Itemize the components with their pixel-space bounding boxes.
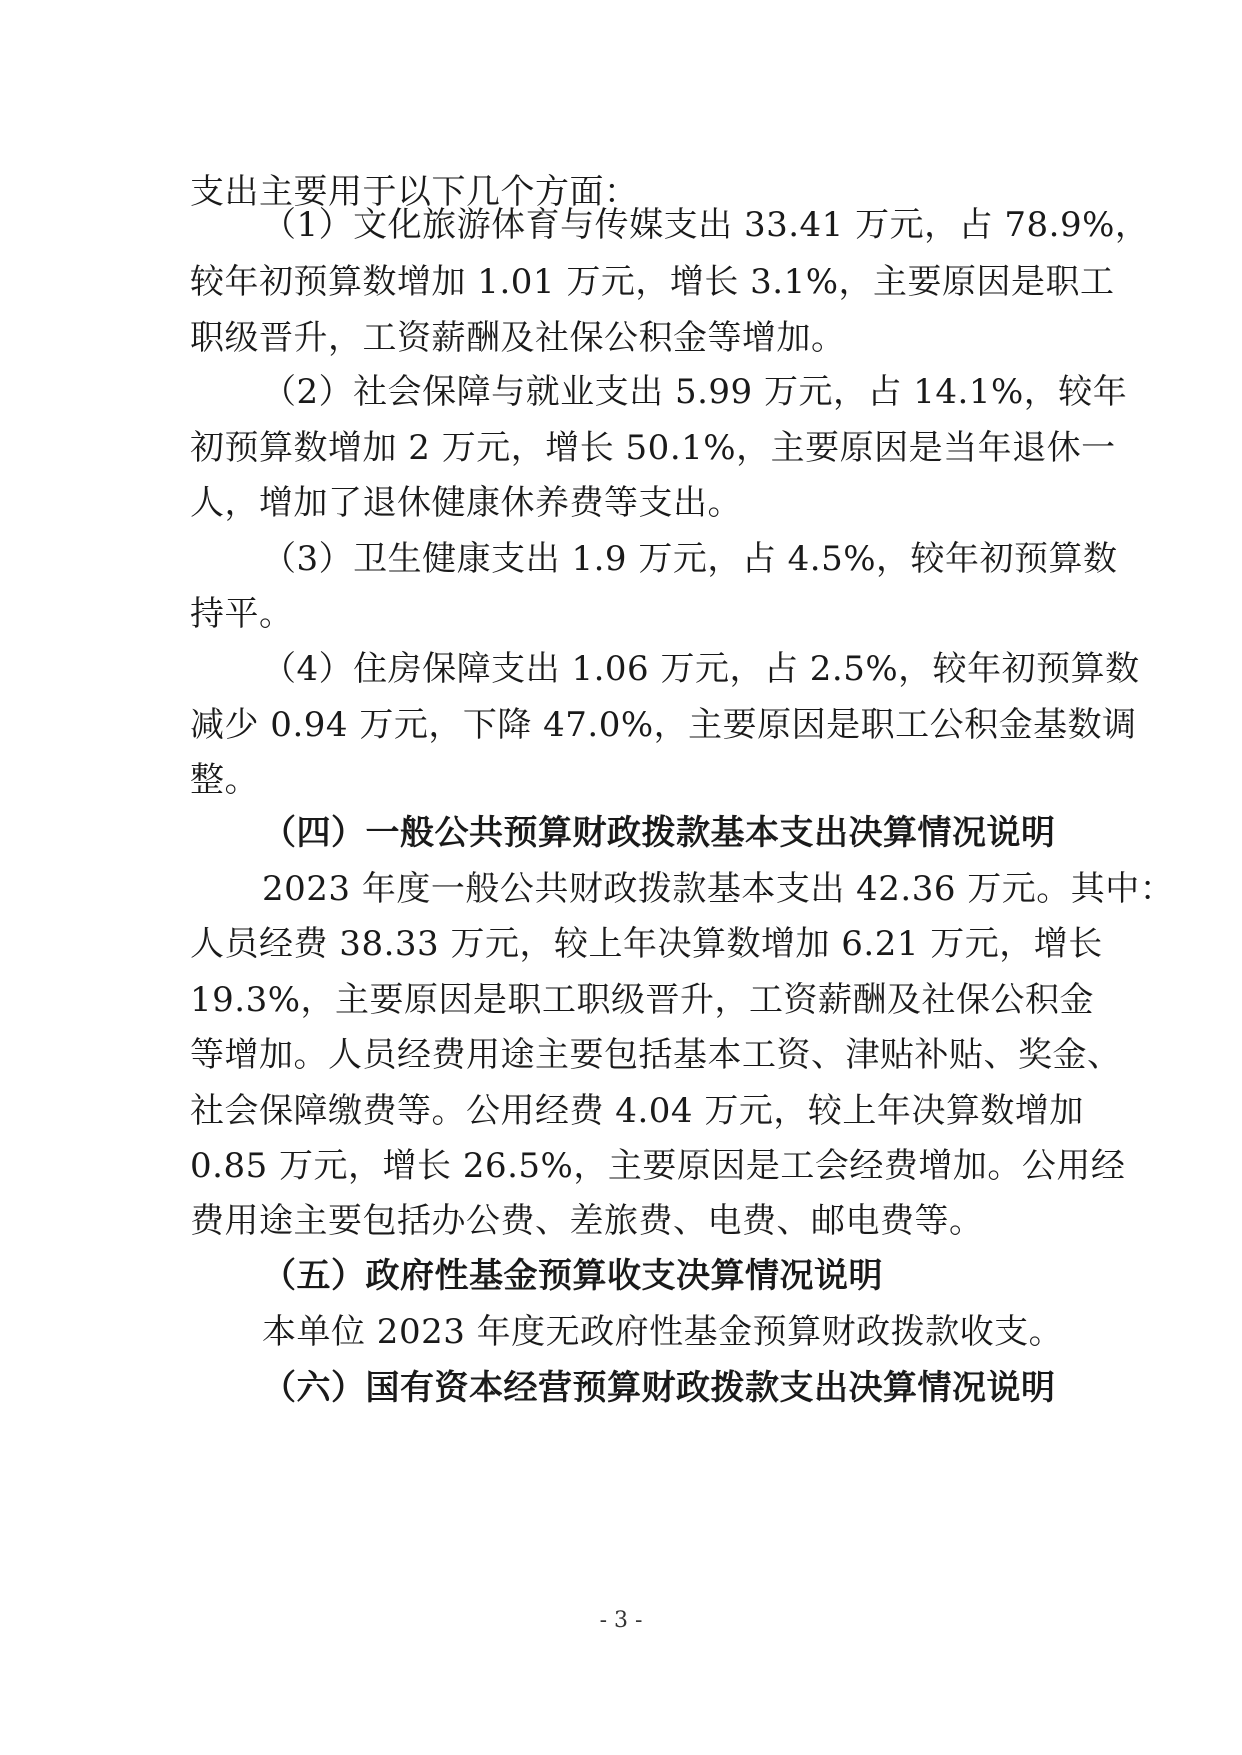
paragraph-line: 较年初预算数增加 1.01 万元，增长 3.1%，主要原因是职工 (190, 262, 1115, 302)
paragraph-line: （4）住房保障支出 1.06 万元，占 2.5%，较年初预算数 (262, 649, 1140, 689)
paragraph-line: 整。 (190, 760, 259, 800)
paragraph-line: 职级晋升，工资薪酬及社保公积金等增加。 (190, 318, 846, 358)
paragraph-line: 初预算数增加 2 万元，增长 50.1%，主要原因是当年退休一 (190, 428, 1116, 468)
paragraph-line: 持平。 (190, 594, 294, 634)
paragraph-line: 本单位 2023 年度无政府性基金预算财政拨款收支。 (262, 1312, 1064, 1352)
paragraph-line: 人员经费 38.33 万元，较上年决算数增加 6.21 万元，增长 (190, 924, 1103, 964)
paragraph-line: 2023 年度一般公共财政拨款基本支出 42.36 万元。其中： (262, 869, 1175, 909)
paragraph-line: 19.3%，主要原因是职工职级晋升，工资薪酬及社保公积金 (190, 980, 1095, 1020)
section-heading: （六）国有资本经营预算财政拨款支出决算情况说明 (262, 1368, 1056, 1408)
paragraph-line: 人，增加了退休健康休养费等支出。 (190, 483, 742, 523)
paragraph-line: （2）社会保障与就业支出 5.99 万元，占 14.1%，较年 (262, 372, 1128, 412)
paragraph-line: （3）卫生健康支出 1.9 万元，占 4.5%，较年初预算数 (262, 539, 1118, 579)
paragraph-line: 费用途主要包括办公费、差旅费、电费、邮电费等。 (190, 1201, 984, 1241)
paragraph-line: 减少 0.94 万元，下降 47.0%，主要原因是职工公积金基数调 (190, 705, 1137, 745)
paragraph-line: 支出主要用于以下几个方面： (190, 172, 639, 212)
paragraph-line: 0.85 万元，增长 26.5%，主要原因是工会经费增加。公用经 (190, 1146, 1126, 1186)
page-number: - 3 - (599, 1608, 643, 1633)
section-heading: （四）一般公共预算财政拨款基本支出决算情况说明 (262, 813, 1056, 853)
section-heading: （五）政府性基金预算收支决算情况说明 (262, 1256, 883, 1296)
paragraph-line: （1）文化旅游体育与传媒支出 33.41 万元，占 78.9%， (262, 205, 1150, 245)
paragraph-line: 等增加。人员经费用途主要包括基本工资、津贴补贴、奖金、 (190, 1035, 1122, 1075)
paragraph-line: 社会保障缴费等。公用经费 4.04 万元，较上年决算数增加 (190, 1091, 1084, 1131)
